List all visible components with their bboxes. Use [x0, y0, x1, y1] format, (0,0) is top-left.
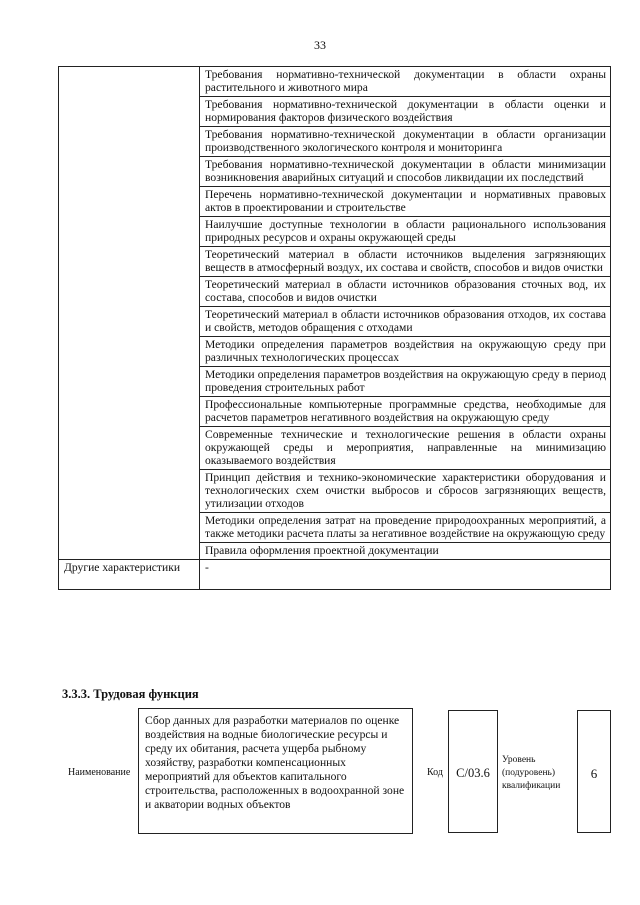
requirement-cell: Теоретический материал в области источников образования сточных вод, их состава, способов и видов очистки — [200, 277, 611, 307]
requirement-cell: Требования нормативно-технической документации в области организации производственного экологического контроля и мониторинга — [200, 127, 611, 157]
requirement-cell: Современные технические и технологические решения в области охраны окружающей среды и мероприятия, направленные на минимизацию оказываемого воздействия — [200, 427, 611, 470]
requirement-cell: Методики определения параметров воздействия на окружающую среду в период проведения строительных работ — [200, 367, 611, 397]
requirement-cell: Требования нормативно-технической документации в области минимизации возникновения аварийных ситуаций и способов ликвидации их последствий — [200, 157, 611, 187]
qualification-level-box: 6 — [577, 710, 611, 833]
table-row — [59, 560, 611, 590]
qualification-level-label: Уровень (подуровень) квалификации — [502, 755, 561, 791]
other-characteristics-value: - — [200, 560, 611, 590]
code-value-box: C/03.6 — [448, 710, 498, 833]
requirement-cell: Принцип действия и технико-экономические характеристики оборудования и технологических схем очистки выбросов и сбросов загрязняющих веществ, утилизации отходов — [200, 470, 611, 513]
requirement-cell: Теоретический материал в области источников образования отходов, их состава и свойств, методов обращения с отходами — [200, 307, 611, 337]
requirement-cell: Правила оформления проектной документации — [200, 543, 611, 560]
other-characteristics-label: Другие характеристики — [59, 560, 200, 590]
name-label: Наименование — [68, 767, 131, 778]
table-row — [59, 67, 611, 97]
requirement-cell: Профессиональные компьютерные программные средства, необходимые для расчетов параметров негативного воздействия на окружающую среду — [200, 397, 611, 427]
requirement-cell: Методики определения параметров воздействия на окружающую среду при различных технологических процессах — [200, 337, 611, 367]
section-title: 3.3.3. Трудовая функция — [62, 687, 199, 701]
requirement-cell: Методики определения затрат на проведение природоохранных мероприятий, а также методики расчета платы за негативное воздействие на окружающую среду — [200, 513, 611, 543]
empty-label-cell — [59, 67, 200, 560]
code-label: Код — [427, 767, 443, 778]
requirement-cell: Требования нормативно-технической документации в области охраны растительного и животного мира — [200, 67, 611, 97]
requirement-cell: Требования нормативно-технической документации в области оценки и нормирования факторов физического воздействия — [200, 97, 611, 127]
page-number: 33 — [314, 38, 326, 52]
requirement-cell: Перечень нормативно-технической документации и нормативных правовых актов в проектировании и строительстве — [200, 187, 611, 217]
knowledge-requirements-table — [58, 66, 611, 590]
requirement-cell: Теоретический материал в области источников выделения загрязняющих веществ в атмосферный воздух, их состава и свойств, способов и видов очистки — [200, 247, 611, 277]
requirement-cell: Наилучшие доступные технологии в области рационального использования природных ресурсов и охраны окружающей среды — [200, 217, 611, 247]
function-name-box: Сбор данных для разработки материалов по оценке воздействия на водные биологические ресурсы и среду их обитания, расчета ущерба рыбному хозяйству, разработки компенсационных мероприятий для объектов капитального строительства, расположенных в водоохранной зоне и акватории водных объектов — [138, 708, 413, 834]
